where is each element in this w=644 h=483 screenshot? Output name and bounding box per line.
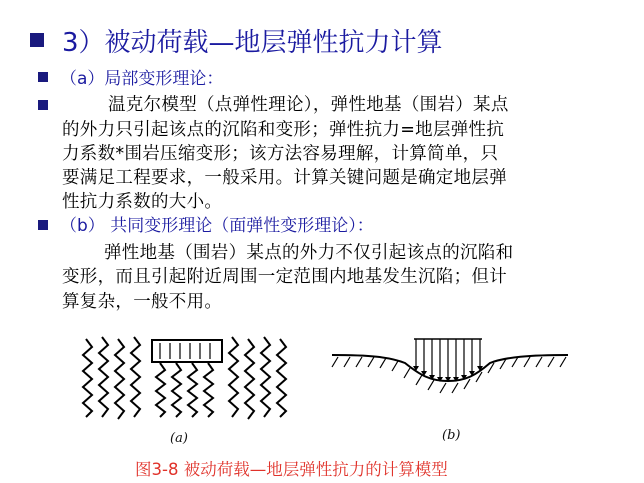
paragraph-a-line-2: 的外力只引起该点的沉陷和变形；弹性抗力=地层弹性抗 bbox=[62, 120, 505, 140]
paragraph-a-bullet bbox=[38, 100, 48, 110]
title-bullet bbox=[30, 33, 44, 47]
paragraph-a-line-5: 性抗力系数的大小。 bbox=[62, 192, 223, 212]
section-b-heading: （b） 共同变形理论（面弹性变形理论）： bbox=[60, 216, 374, 236]
section-a-heading: （a）局部变形理论： bbox=[60, 69, 224, 89]
figure-a-label: (a) bbox=[170, 431, 188, 446]
paragraph-b-line-2: 变形，而且引起附近周围一定范围内地基发生沉陷；但计 bbox=[62, 267, 507, 287]
slide-title: 3）被动荷载—地层弹性抗力计算 bbox=[62, 28, 443, 58]
paragraph-b-line-3: 算复杂，一般不用。 bbox=[62, 292, 223, 312]
figure-b-elastic-space-model bbox=[330, 335, 570, 405]
figure-b-label: (b) bbox=[442, 428, 461, 443]
paragraph-b-line-1: 弹性地基（围岩）某点的外力不仅引起该点的沉陷和 bbox=[104, 243, 514, 263]
section-a-bullet bbox=[38, 72, 48, 82]
paragraph-a-line-3: 力系数*围岩压缩变形；该方法容易理解，计算简单，只 bbox=[62, 144, 499, 164]
paragraph-a-line-1: 温克尔模型（点弹性理论），弹性地基（围岩）某点 bbox=[108, 95, 509, 115]
section-b-bullet bbox=[38, 220, 48, 230]
paragraph-a-line-4: 要满足工程要求，一般采用。计算关键问题是确定地层弹 bbox=[62, 168, 507, 188]
figure-a-winkler-model bbox=[80, 325, 290, 435]
figure-caption: 图3-8 被动荷载—地层弹性抗力的计算模型 bbox=[135, 460, 448, 479]
